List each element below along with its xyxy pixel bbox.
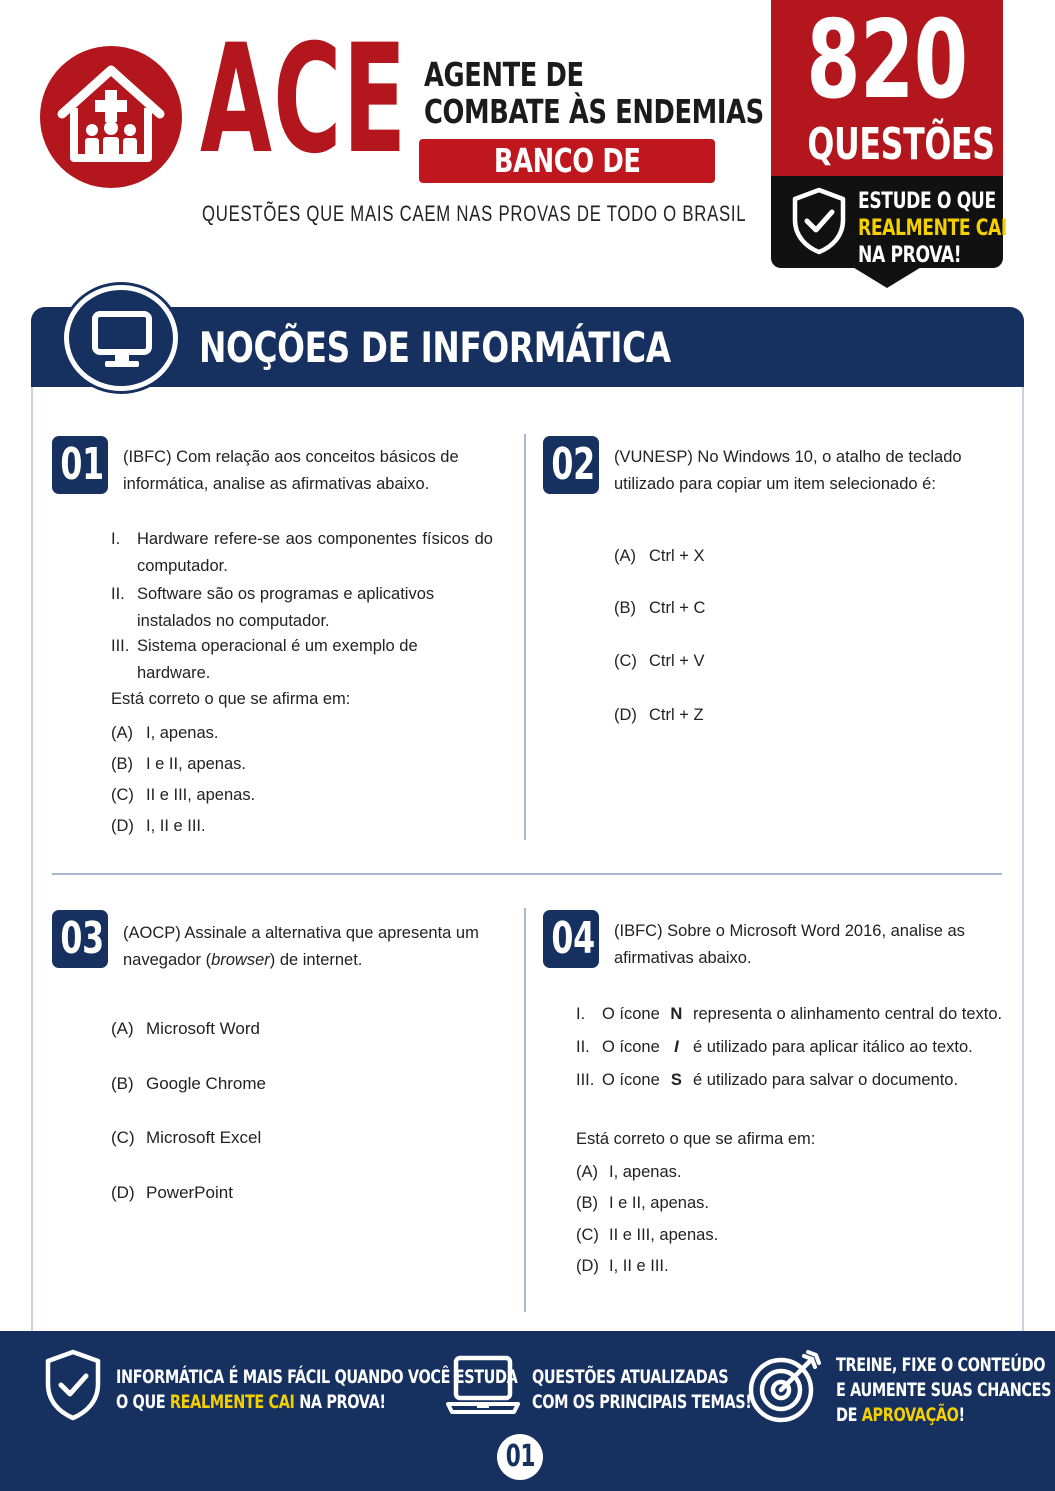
banco-badge-label: BANCO DE [493,141,641,180]
answer-option[interactable]: (C) Ctrl + V [614,652,705,670]
target-icon [746,1348,826,1431]
footer-text-2: QUESTÕES ATUALIZADAS COM OS PRINCIPAIS TEMAS! [532,1366,752,1413]
question-text: (IBFC) Com relação aos conceitos básicos de informática, analise as afirmativas abaixo. [123,448,459,493]
study-line3: NA PROVA! [858,243,962,268]
question-number-badge: 01 [52,436,108,494]
bold-format-icon: N [670,1005,683,1023]
question-count-number: 820 [806,0,968,123]
statement-item: II. Software são os programas e aplicativos instalados no computador. [111,585,435,630]
agent-title [424,56,764,130]
monitor-icon [64,285,178,391]
question-prompt: Está correto o que se afirma em: [111,690,351,708]
answer-option[interactable]: (D) I, II e III. [576,1257,669,1275]
banco-badge [419,139,715,183]
column-divider-top [524,434,526,840]
answer-option[interactable]: (B) Ctrl + C [614,599,706,617]
question-text: (AOCP) Assinale a alternativa que apresenta um navegador (browser) de internet. [123,924,479,969]
study-line2: REALMENTE CAI [858,216,1007,241]
statement-item: II. O ícone I é utilizado para aplicar itálico ao texto. [576,1034,973,1061]
answer-option[interactable]: (C) II e III, apenas. [111,786,256,804]
answer-option[interactable]: (B) Google Chrome [111,1074,267,1093]
study-line1: ESTUDE O QUE [858,189,996,214]
answer-option[interactable]: (D) PowerPoint [111,1183,233,1202]
study-callout-tip [851,266,923,288]
question-text: (IBFC) Sobre o Microsoft Word 2016, analise as afirmativas abaixo. [614,922,965,967]
question-number-badge: 03 [52,910,108,968]
logo-title: ACE [200,13,408,187]
answer-option[interactable]: (D) I, II e III. [111,817,206,835]
footer-text-1: INFORMÁTICA É MAIS FÁCIL QUANDO VOCÊ ESTUDA O QUE REALMENTE CAI NA PROVA! [116,1366,518,1413]
answer-option[interactable]: (B) I e II, apenas. [576,1194,709,1212]
statement-item: I. Hardware refere-se aos componentes físicos do computador. [111,530,493,575]
statement-item: I. O ícone N representa o alinhamento central do texto. [576,1001,1002,1028]
question-number-badge: 04 [543,910,599,968]
question-count-badge [771,0,1003,180]
row-divider [52,873,1002,875]
study-callout-text [858,188,1007,269]
agent-title-line2: COMBATE ÀS ENDEMIAS [424,92,764,131]
page-number: 01 [497,1434,543,1480]
statement-item: III. O ícone S é utilizado para salvar o documento. [576,1067,958,1094]
answer-option[interactable]: (B) I e II, apenas. [111,755,246,773]
question-prompt: Está correto o que se afirma em: [576,1130,816,1148]
column-divider-bottom [524,908,526,1312]
answer-option[interactable]: (A) Ctrl + X [614,547,705,565]
answer-option[interactable]: (A) I, apenas. [111,724,219,742]
footer-text-3: TREINE, FIXE O CONTEÚDO E AUMENTE SUAS CHANCES DE APROVAÇÃO! [836,1354,1052,1426]
answer-option[interactable]: (C) II e III, apenas. [576,1226,719,1244]
shield-check-icon [44,1348,102,1427]
question-count-label: QUESTÕES [807,119,995,170]
answer-option[interactable]: (C) Microsoft Excel [111,1128,262,1147]
statement-item: III. Sistema operacional é um exemplo de hardware. [111,637,418,682]
house-logo-icon [40,46,182,188]
shield-check-icon [790,186,848,261]
question-number-badge: 02 [543,436,599,494]
laptop-icon [444,1354,522,1421]
answer-option[interactable]: (A) I, apenas. [576,1163,682,1181]
section-title: NOÇÕES DE INFORMÁTICA [199,323,671,372]
italic-format-icon: I [674,1038,679,1056]
answer-option[interactable]: (D) Ctrl + Z [614,706,704,724]
answer-option[interactable]: (A) Microsoft Word [111,1019,260,1038]
underline-format-icon: S [670,1071,682,1089]
question-text: (VUNESP) No Windows 10, o atalho de teclado utilizado para copiar um item selecionado é: [614,448,962,493]
agent-title-line1: AGENTE DE [424,55,584,94]
tagline: QUESTÕES QUE MAIS CAEM NAS PROVAS DE TODO O BRASIL [202,201,747,226]
